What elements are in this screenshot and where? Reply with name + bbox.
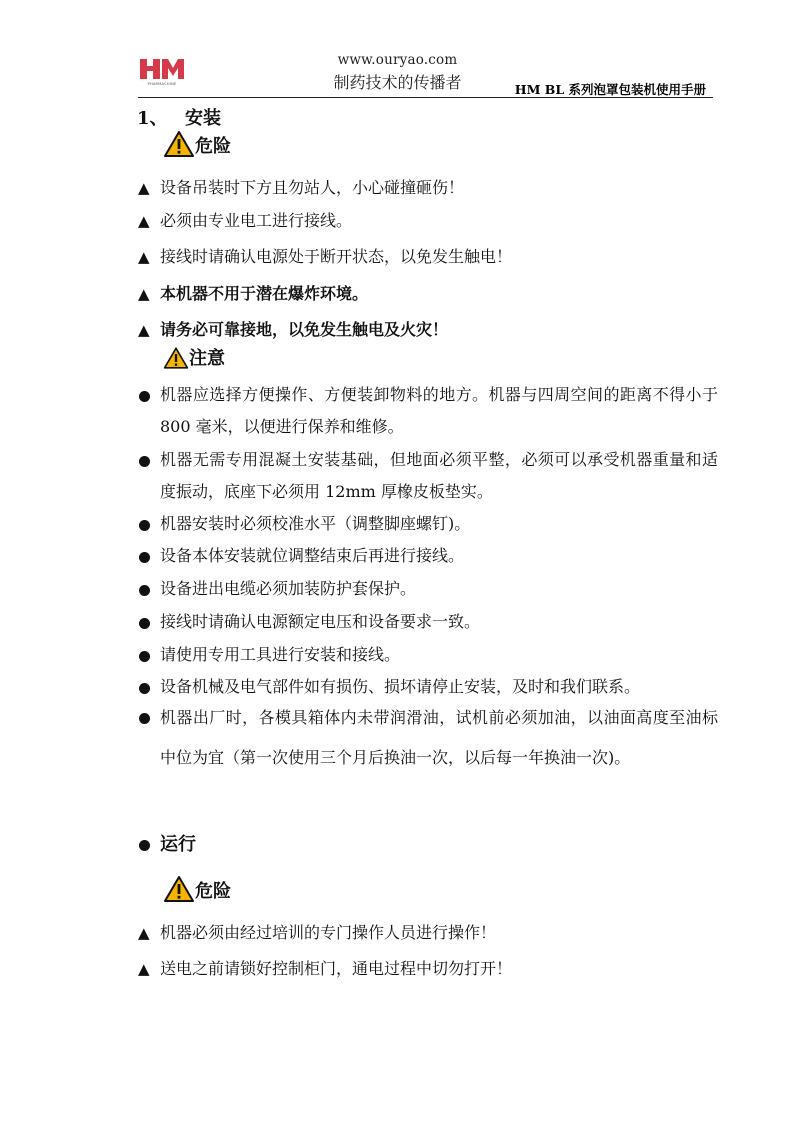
bullet-dot-icon <box>139 391 150 402</box>
danger-label <box>163 130 231 158</box>
section-title: 安装 <box>185 108 221 129</box>
list-item: 接线时请确认电源额定电压和设备要求一致。 <box>138 606 718 638</box>
bullet-dot-icon <box>139 651 150 662</box>
triangle-bullet-icon: ▲ <box>138 212 150 230</box>
triangle-bullet-icon: ▲ <box>138 179 150 197</box>
section-heading <box>137 104 221 130</box>
caution-label <box>163 344 225 370</box>
bullet-dot-icon <box>139 618 150 629</box>
bullet-dot-icon <box>139 713 150 724</box>
triangle-bullet-icon: ▲ <box>138 960 150 978</box>
logo-tagline: PHARMACHINE <box>147 82 177 86</box>
list-item: 机器应选择方便操作、方便装卸物料的地方。机器与四周空间的距离不得小于 800 毫米，以便进行保养和维修。 <box>138 379 718 443</box>
list-item: ▲ 请务必可靠接地，以免发生触电及火灾！ <box>138 314 718 346</box>
bullet-dot-icon <box>139 552 150 563</box>
list-item: ▲ 设备吊装时下方且勿站人，小心碰撞砸伤！ <box>138 172 718 204</box>
danger-label-text: 危险 <box>195 136 231 157</box>
list-item: ▲ 本机器不用于潜在爆炸环境。 <box>138 278 718 310</box>
warning-triangle-icon <box>163 875 195 903</box>
list-item: 设备本体安装就位调整结束后再进行接线。 <box>138 540 718 572</box>
list-item: ▲ 机器必须由经过培训的专门操作人员进行操作！ <box>138 917 718 949</box>
list-item: 机器无需专用混凝土安装基础，但地面必须平整，必须可以承受机器重量和适度振动，底座下必须用 12mm 厚橡皮板垫实。 <box>138 444 718 508</box>
list-item: 机器安装时必须校准水平（调整脚座螺钉)。 <box>138 508 718 540</box>
danger-label <box>163 875 231 903</box>
header-divider <box>138 97 713 98</box>
hm-logo-icon <box>139 57 185 81</box>
site-banner <box>315 52 480 93</box>
manual-title: HM BL 系列泡罩包装机使用手册 <box>514 82 706 97</box>
warning-triangle-icon <box>163 346 189 370</box>
list-item: ▲ 接线时请确认电源处于断开状态，以免发生触电！ <box>138 241 718 273</box>
triangle-bullet-icon: ▲ <box>138 248 150 266</box>
bullet-dot-icon <box>139 585 150 596</box>
danger-label-text: 危险 <box>195 881 231 902</box>
section-number: 1、 <box>137 108 168 129</box>
triangle-bullet-icon: ▲ <box>138 924 150 942</box>
section-title: 运行 <box>160 834 196 855</box>
list-item: ▲ 送电之前请锁好控制柜门，通电过程中切勿打开！ <box>138 953 718 985</box>
company-logo <box>139 57 185 86</box>
list-item: 机器出厂时，各模具箱体内未带润滑油，试机前必须加油，以油面高度至油标中位为宜（第一次使用三个月后换油一次，以后每一年换油一次)。 <box>138 698 718 778</box>
bullet-dot-icon <box>139 456 150 467</box>
bullet-dot-icon <box>139 520 150 531</box>
triangle-bullet-icon: ▲ <box>138 321 150 339</box>
warning-triangle-icon <box>163 130 195 158</box>
triangle-bullet-icon: ▲ <box>138 285 150 303</box>
site-url: www.ouryao.com <box>337 52 458 68</box>
list-item: 请使用专用工具进行安装和接线。 <box>138 639 718 671</box>
caution-label-text: 注意 <box>189 348 225 369</box>
list-item: 设备进出电缆必须加装防护套保护。 <box>138 573 718 605</box>
section-heading-run <box>138 830 196 856</box>
bullet-dot-icon <box>139 683 150 694</box>
list-item: ▲ 必须由专业电工进行接线。 <box>138 205 718 237</box>
site-slogan: 制药技术的传播者 <box>333 73 462 92</box>
list-item: 设备机械及电气部件如有损伤、损坏请停止安装，及时和我们联系。 <box>138 671 718 703</box>
bullet-dot-icon <box>139 840 150 851</box>
